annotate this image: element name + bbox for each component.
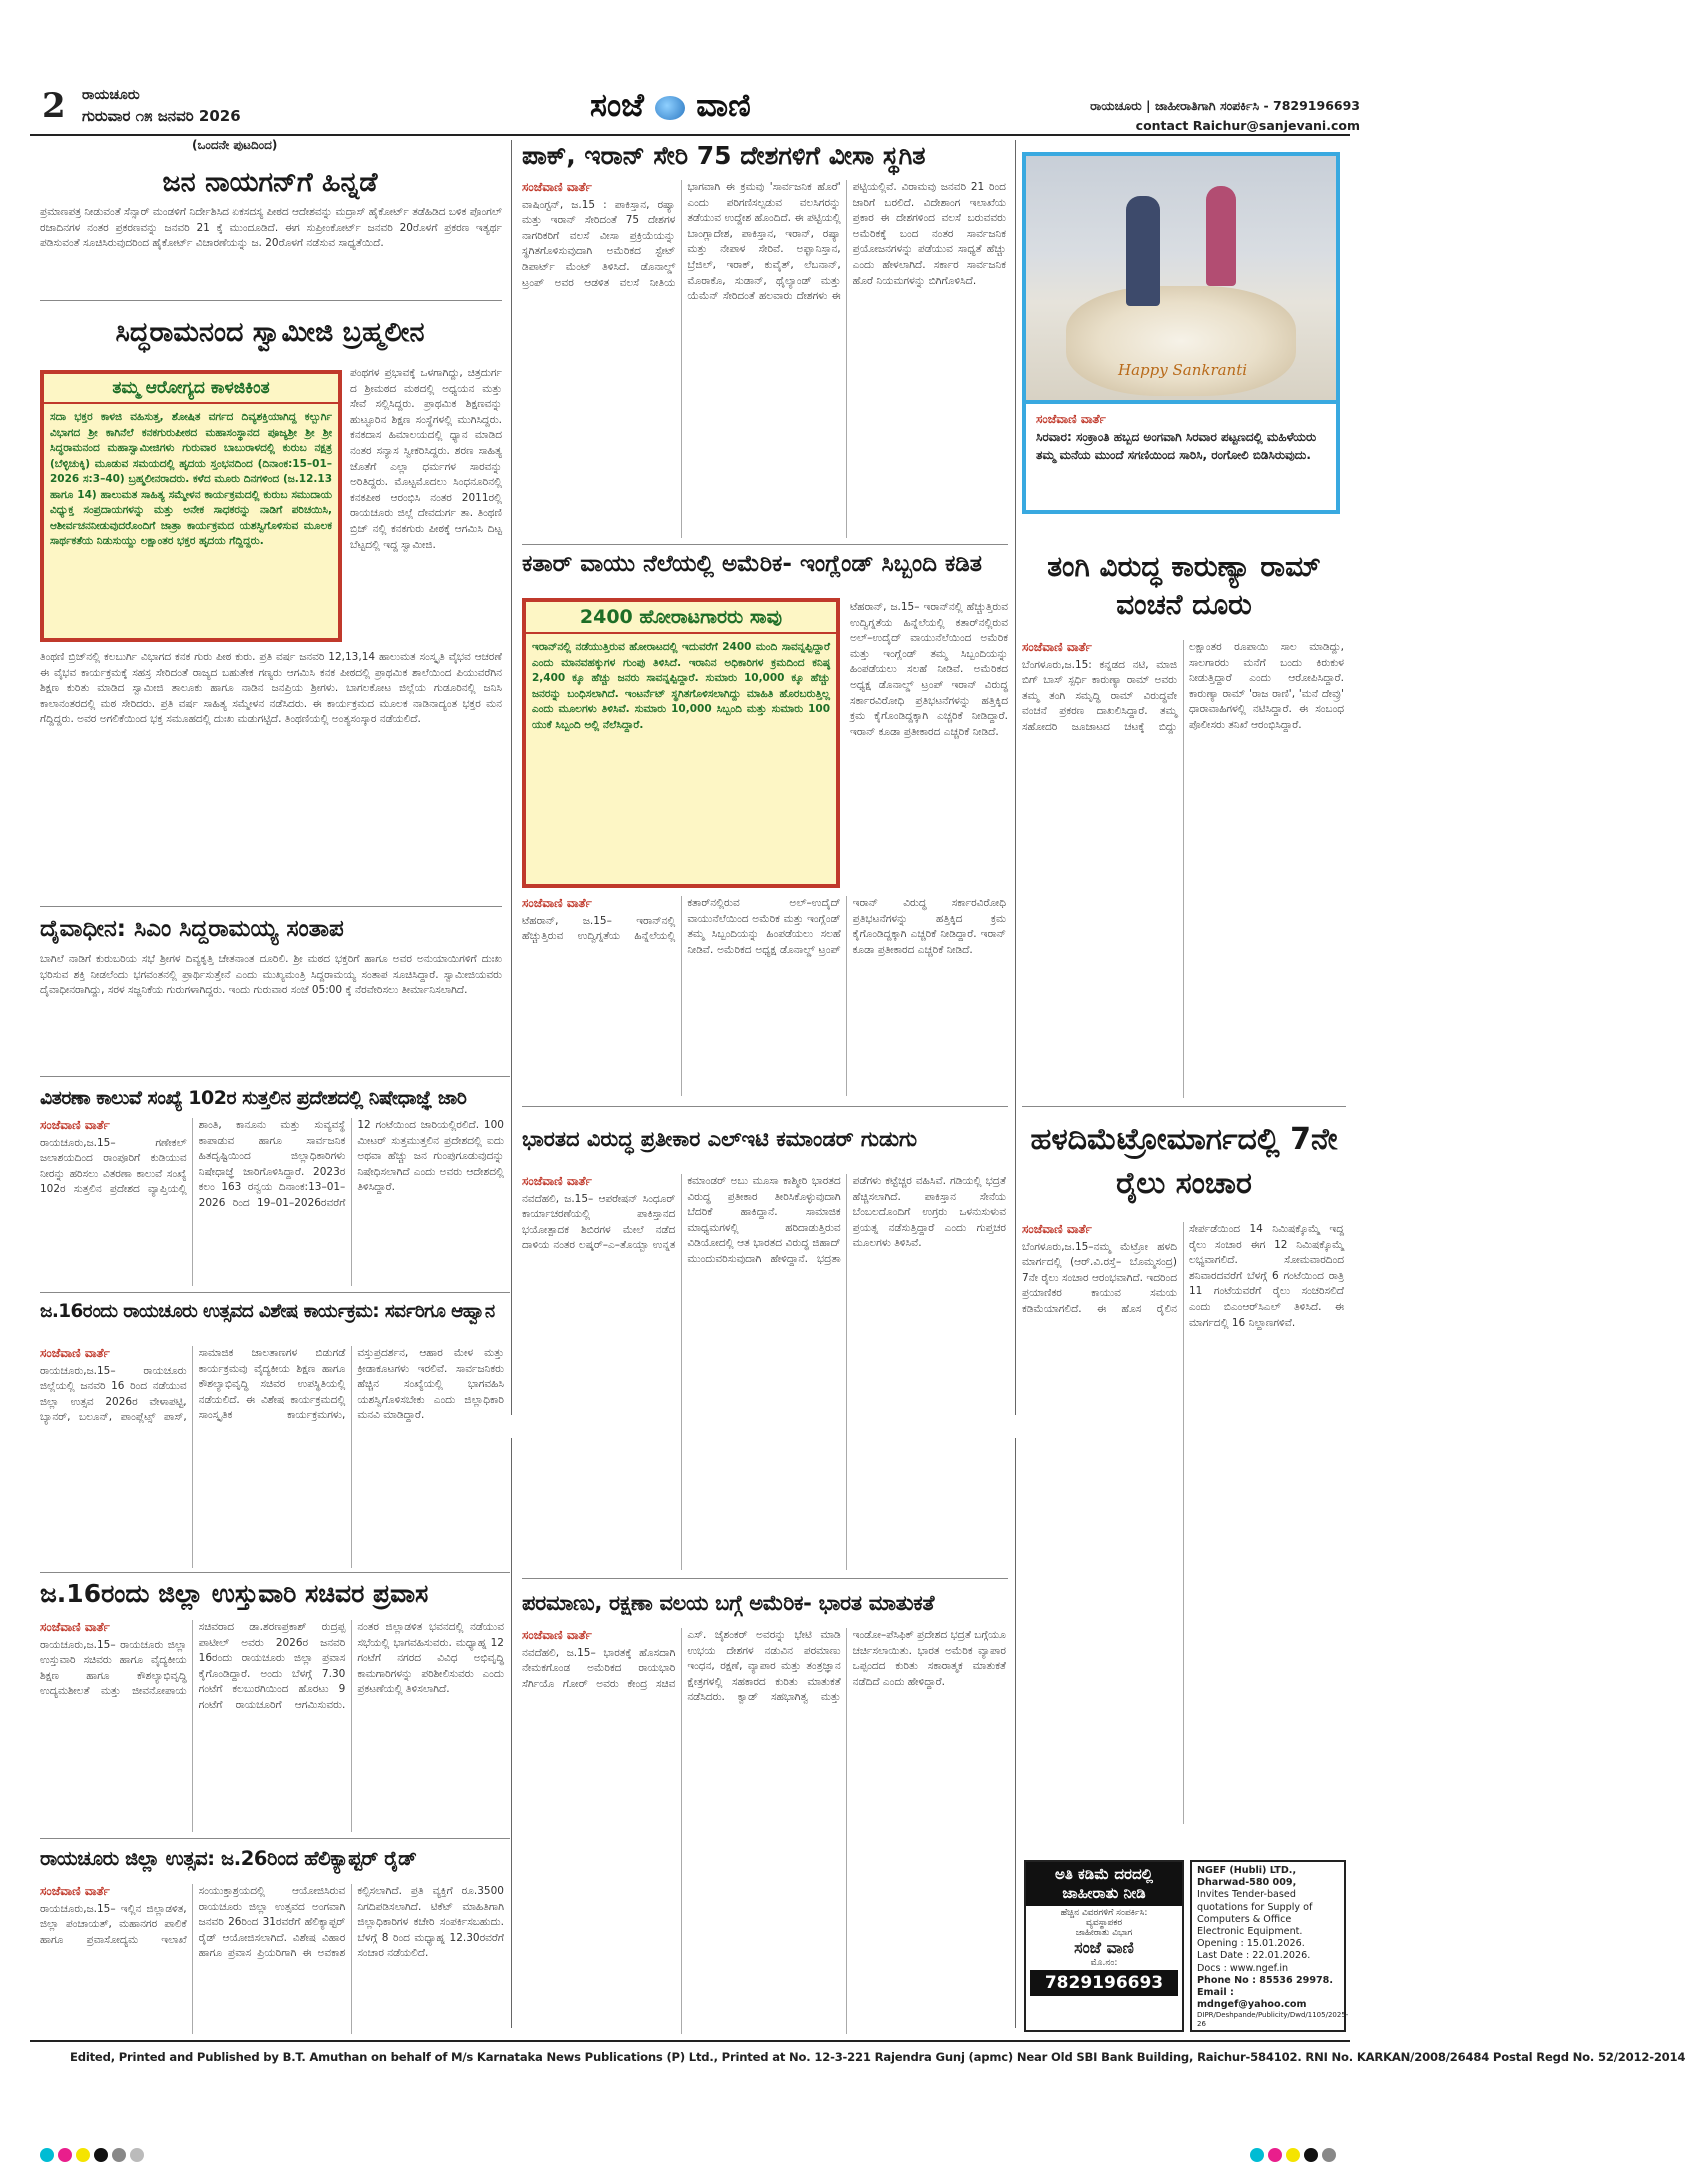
ad-mob-label: ಮೊ.ನಂ:	[1090, 1958, 1118, 1968]
ad-sanjevani	[1024, 1860, 1184, 2032]
byline-let: ಸಂಜೆವಾಣಿ ವಾರ್ತೆ	[522, 1174, 592, 1188]
header-rule	[30, 134, 1350, 136]
headline-utsav: ಜ.16ರಂದು ರಾಯಚೂರು ಉತ್ಸವದ ವಿಶೇಷ ಕಾರ್ಯಕ್ರಮ: ಸರ್ವರಿಗೂ ಆಹ್ವಾನ	[40, 1301, 495, 1322]
article-swamiji: ತಿಂಥಣಿ ಬ್ರಿಜ್‌ನಲ್ಲಿ ಕಲಬುರ್ಗಿ ವಿಭಾಗದ ಕನಕ ಗುರು ಪೀಠ ಕುರು. ಪ್ರತಿ ವರ್ಷ ಜನವರಿ 12,13,14 ಹಾಲುಮತ ಸಂಸ್ಕೃತಿ ವೈಭವ ಆಚರಣೆ ಈ ವೈಭವ ಕಾರ್ಯಕ್ರಮಕ್ಕೆ ಸಹಸ್ರ ಸೇರಿದಂತೆ ರಾಜ್ಯದ ಬಹುತೇಕ ಗಣ್ಯರು ಆಗಮಿಸಿ ಕನಕ ಪೀಠದಲ್ಲಿ ಪ್ರಾಥಮಿಕ ಶಾಲೆಯಿಂದ ಪಿಯುವರೆಗಿನ ಶಿಕ್ಷಣ ಕುರಿತು ಮಾಡಿದ ಸ್ವಾಮೀಜಿ ತಾಲೂಕು ಹಾಗೂ ನಾಡಿನ ಜನಪ್ರಿಯ ಶ್ರೀಗಳು. ಬಾಗಲಕೋಟ ಜಿಲ್ಲೆಯ ಗುಡೂರಿನಲ್ಲಿ ಜನಿಸಿ ಕಾಲಾನಂತರದಲ್ಲಿ ಮಠ ಸೇರಿದರು. ಪ್ರತಿ ವರ್ಷ ಸಾಹಿತ್ಯ ಸಮ್ಮೇಳನ ನಡೆಸಿದರು. ಈ ಕಾರ್ಯಕ್ರಮದ ಮೂಲಕ ನಾಡಿನಾದ್ಯಂತ ಭಕ್ತರ ಮನ ಗೆದ್ದಿದ್ದರು. ಅವರ ಅಗಲಿಕೆಯಿಂದ ಭಕ್ತ ಸಮೂಹದಲ್ಲಿ ದುಃಖ ಮಡುಗಟ್ಟಿದೆ. ತಿಂಥಣಿಯಲ್ಲಿ ಅಂತ್ಯಸಂಸ್ಕಾರ ನಡೆಯಲಿದೆ.	[40, 651, 502, 726]
ad-line1: ಹೆಚ್ಚಿನ ವಿವರಗಳಿಗೆ ಸಂಪರ್ಕಿಸಿ:	[1060, 1908, 1148, 1918]
ad-email: Email : mdngef@yahoo.com	[1197, 1987, 1307, 2011]
photo-caption-tag: ಸಂಜೆವಾಣಿ ವಾರ್ತೆ	[1036, 412, 1106, 426]
headline-jana-nayagan: ಜನ ನಾಯಗನ್‌ಗೆ ಹಿನ್ನಡೆ	[162, 167, 378, 198]
byline-qatar: ಸಂಜೆವಾಣಿ ವಾರ್ತೆ	[522, 896, 592, 910]
article-visa	[522, 180, 1006, 538]
headline-metro: ಹಳದಿಮೆಟ್ರೋಮಾರ್ಗದಲ್ಲಿ 7ನೇ ರೈಲು ಸಂಚಾರ	[1030, 1122, 1338, 1201]
swamiji-side-text: ಪಂಥಗಳ ಪ್ರಭಾವಕ್ಕೆ ಒಳಗಾಗಿದ್ದು, ಚಿತ್ರದುರ್ಗ ದ ಶ್ರೀಮಠದ ಮಠದಲ್ಲಿ ಅಧ್ಯಯನ ಮತ್ತು ಸೇವೆ ಸಲ್ಲಿಸಿದ್ದರು. ಪ್ರಾಥಮಿಕ ಶಿಕ್ಷಣವನ್ನು ಹುಟ್ಟೂರಿನ ಶಿಕ್ಷಣ ಸಂಸ್ಥೆಗಳಲ್ಲಿ ಮುಗಿಸಿದ್ದರು. ಕನಕದಾಸ ಹಿಮಾಲಯದಲ್ಲಿ ಧ್ಯಾನ ಮಾಡಿದ ನಂತರ ಸನ್ಯಾಸ ಸ್ವೀಕರಿಸಿದ್ದರು. ಶರಣ ಸಾಹಿತ್ಯ ಜೊತೆಗೆ ಎಲ್ಲಾ ಧರ್ಮಗಳ ಸಾರವನ್ನು ಅರಿತಿದ್ದರು. ಮೊಟ್ಟಮೊದಲು ಸಿಂಧನೂರಿನಲ್ಲಿ ಕನಕಪೀಠ ಆರಂಭಿಸಿ ನಂತರ 2011ರಲ್ಲಿ ರಾಯಚೂರು ಜಿಲ್ಲೆ ದೇವದುರ್ಗ ತಾ. ತಿಂಥಣಿ ಬ್ರಿಜ್ ನಲ್ಲಿ ಕನಕಗುರು ಪೀಠಕ್ಕೆ ಆಗಮಿಸಿ ದಿಟ್ಟ ಬೆಟ್ಟದಲ್ಲಿ ಇದ್ದ ಸ್ವಾಮೀಜಿ.	[350, 367, 502, 551]
byline-minister: ಸಂಜೆವಾಣಿ ವಾರ್ತೆ	[40, 1620, 110, 1634]
headline-let-commander: ಭಾರತದ ವಿರುದ್ಧ ಪ್ರತೀಕಾರ ಎಲ್‌ಇಟಿ ಕಮಾಂಡರ್ ಗುಡುಗು	[522, 1127, 918, 1151]
article-metro	[1022, 1222, 1344, 1824]
photo-caption-text: ಸಿರವಾರ: ಸಂಕ್ರಾಂತಿ ಹಬ್ಬದ ಅಂಗವಾಗಿ ಸಿರವಾರ ಪಟ್ಟಣದಲ್ಲಿ ಮಹಿಳೆಯರು ತಮ್ಮ ಮನೆಯ ಮುಂದೆ ಸಗಣಿಯಿಂದ ಸಾರಿಸಿ, ರಂಗೋಲಿ ಬಿಡಿಸಿರುವುದು.	[1036, 430, 1317, 462]
article-prohibition	[40, 1118, 504, 1286]
headline-nuclear-talks: ಪರಮಾಣು, ರಕ್ಷಣಾ ವಲಯ ಬಗ್ಗೆ ಅಮೆರಿಕ- ಭಾರತ ಮಾತುಕತೆ	[522, 1591, 935, 1615]
headline-cm-condolence: ದೈವಾಧೀನ: ಸಿಎಂ ಸಿದ್ದರಾಮಯ್ಯ ಸಂತಾಪ	[40, 916, 344, 942]
ad-line3: ಜಾಹೀರಾತು ವಿಭಾಗ	[1075, 1928, 1133, 1938]
ad-phone: 7829196693	[1030, 1970, 1178, 1996]
article-minister-visit	[40, 1620, 504, 1832]
ad-line2: ವ್ಯವಸ್ಥಾಪಕರ	[1085, 1918, 1123, 1928]
article-visa-text: ವಾಷಿಂಗ್ಟನ್, ಜ.15 : ಪಾಕಿಸ್ತಾನ, ರಷ್ಯಾ ಮತ್ತು ಇರಾನ್ ಸೇರಿದಂತೆ 75 ದೇಶಗಳ ನಾಗರಿಕರಿಗೆ ವಲಸೆ ವೀಸಾ ಪ್ರಕ್ರಿಯೆಯನ್ನು ಸ್ಥಗಿತಗೊಳಿಸುವುದಾಗಿ ಅಮೆರಿಕದ ಸ್ಟೇಟ್ ಡಿಪಾರ್ಟ್ ಮೆಂಟ್ ತಿಳಿಸಿದೆ. ಡೊನಾಲ್ಡ್ ಟ್ರಂಪ್ ಅವರ ಆಡಳಿತ ವಲಸೆ ನೀತಿಯ ಭಾಗವಾಗಿ ಈ ಕ್ರಮವು 'ಸಾರ್ವಜನಿಕ ಹೊರೆ' ಎಂದು ಪರಿಗಣಿಸಲ್ಪಡುವ ವಲಸಿಗರನ್ನು ತಡೆಯುವ ಉದ್ದೇಶ ಹೊಂದಿದೆ. ಈ ಪಟ್ಟಿಯಲ್ಲಿ ಬಾಂಗ್ಲಾದೇಶ, ಪಾಕಿಸ್ತಾನ, ಇರಾನ್, ರಷ್ಯಾ ಮತ್ತು ನೇಪಾಳ ಸೇರಿವೆ. ಅಫ್ಘಾನಿಸ್ತಾನ, ಬ್ರೆಜಿಲ್, ಇರಾಕ್, ಕುವೈತ್, ಲೆಬನಾನ್, ಮೊರಾಕೊ, ಸುಡಾನ್, ಥೈಲ್ಯಾಂಡ್ ಮತ್ತು ಯೆಮೆನ್ ಸೇರಿದಂತೆ ಹಲವಾರು ದೇಶಗಳು ಈ ಪಟ್ಟಿಯಲ್ಲಿವೆ. ವಿರಾಮವು ಜನವರಿ 21 ರಿಂದ ಜಾರಿಗೆ ಬರಲಿದೆ. ವಿದೇಶಾಂಗ ಇಲಾಖೆಯ ಪ್ರಕಾರ ಈ ದೇಶಗಳಿಂದ ವಲಸೆ ಬರುವವರು ಅಮೆರಿಕಕ್ಕೆ ಬಂದ ನಂತರ ಸಾರ್ವಜನಿಕ ಪ್ರಯೋಜನಗಳನ್ನು ಪಡೆಯುವ ಸಾಧ್ಯತೆ ಹೆಚ್ಚು ಎಂದು ಹೇಳಲಾಗಿದೆ. ಸರ್ಕಾರ ಸಾರ್ವಜನಿಕ ಹೊರೆ ನಿಯಮಗಳನ್ನು ಬಿಗಿಗೊಳಿಸಿದೆ.	[522, 181, 1006, 303]
article-helicopter	[40, 1884, 504, 2034]
swamiji-highlight-box	[40, 370, 342, 642]
ad-opening: Opening : 15.01.2026.	[1197, 1938, 1305, 1950]
footer-rule	[30, 2040, 1350, 2042]
footer-imprint: Edited, Printed and Published by B.T. Amuthan on behalf of M/s Karnataka News Publications (P) Ltd., Printed at No. 12-3-221 Rajendra Gunj (apmc) Near Old SBI Bank Building, Raichur-584102. RNI No. KARKAN/2008/26484 Postal Regd No. 52/2012-2014	[70, 2050, 1685, 2064]
header-date: ಗುರುವಾರ ೧೫ ಜನವರಿ 2026	[82, 107, 241, 125]
ad-logo: ಸಂಜೆ ವಾಣಿ	[1074, 1938, 1134, 1957]
byline-utsav: ಸಂಜೆವಾಣಿ ವಾರ್ತೆ	[40, 1346, 110, 1360]
article-cm-condolence: ಬಾಗಿಲೆ ನಾಡಿಗೆ ಕುರುಬರಿಯ ಸಭೆ ಶ್ರೀಗಳ ದಿವ್ಯಕೃತ್ತಿ ಚೇತನಾಂತ ದೂರಿಲಿ. ಶ್ರೀ ಮಠದ ಭಕ್ತರಿಗೆ ಹಾಗೂ ಅವರ ಅನುಯಾಯಿಗಳಿಗೆ ದುಃಖ ಭರಿಸುವ ಶಕ್ತಿ ನೀಡಲೆಂದು ಭಗವಂತನಲ್ಲಿ ಪ್ರಾರ್ಥಿಸುತ್ತೇನೆ ಎಂದು ಮುಖ್ಯಮಂತ್ರಿ ಸಿದ್ದರಾಮಯ್ಯ ಸಂತಾಪ ಸೂಚಿಸಿದ್ದಾರೆ. ಸ್ವಾಮೀಜಿಯವರು ದೈವಾಧೀನರಾಗಿದ್ದು, ಸರಳ ಸಜ್ಜನಿಕೆಯ ಗುರುಗಳಾಗಿದ್ದರು. ಇಂದು ಗುರುವಾರ ಸಂಜೆ 05:00 ಕ್ಕೆ ನೆರವೇರಿಸಲು ತೀರ್ಮಾನಿಸಲಾಗಿದೆ.	[40, 953, 502, 997]
ad-last: Last Date : 22.01.2026.	[1197, 1950, 1311, 1962]
photo-caption	[1022, 404, 1340, 514]
article-qatar	[522, 896, 1006, 1096]
page-number: 2	[42, 86, 66, 126]
box-title: ತಮ್ಮ ಆರೋಗ್ಯದ ಕಾಳಜಿಕಿಂತ	[44, 374, 338, 404]
box-text: ಸದಾ ಭಕ್ತರ ಕಾಳಜಿ ವಹಿಸುತ್ತ, ಶೋಷಿತ ವರ್ಗದ ದಿವ್ಯಶಕ್ತಿಯಾಗಿದ್ದ ಕಲ್ಬುರ್ಗಿ ವಿಭಾಗದ ಶ್ರೀ ಕಾಗಿನೆಲೆ ಕನಕಗುರುಪೀಠದ ಮಹಾಸಂಸ್ಥಾನದ ಪೂಜ್ಯಶ್ರೀ ಶ್ರೀ ಶ್ರೀ ಸಿದ್ಧರಾಮನಂದ ಮಹಾಸ್ವಾಮೀಜಿಗಳು ಗುರುವಾರ ಬಾಬುರಾಳದಲ್ಲಿ ಕುರುಬ ನಕ್ಷತ್ರ (ಬೆಳ್ಳಿಚುಕ್ಕಿ) ಮೂಡುವ ಸಮಯದಲ್ಲಿ ಹೃದಯ ಸ್ತಂಭನದಿಂದ (ದಿನಾಂಕ:15–01–2026 ಸ:3–40) ಬ್ರಹ್ಮಲೀನರಾದರು. ಕಳೆದ ಮೂರು ದಿನಗಳಿಂದ (ಜ.12.13 ಹಾಗೂ 14) ಹಾಲುಮತ ಸಾಹಿತ್ಯ ಸಮ್ಮೇಳನ ಕಾರ್ಯಕ್ರಮದಲ್ಲಿ ಕುರುಬ ಸಮುದಾಯ ವಿಧ್ಯುಕ್ತ ಸಂಪ್ರದಾಯಗಳನ್ನು ಮತ್ತು ಅನೇಕ ಸಾಧಕರನ್ನು ನಾಡಿಗೆ ಪರಿಚಯಿಸಿ, ಆಶೀರ್ವಚನನೀಡುವುದರೊಂದಿಗೆ ಜಾತ್ರಾ ಕಾರ್ಯಕ್ರಮದ ಯಶಸ್ವಿಗೊಳಿಸುವ ಮೂಲಕ ಸಾರ್ಥಕತೆಯ ನಿಡುಸುಯ್ದು ಲಕ್ಷಾಂತರ ಭಕ್ತರ ಹೃದಯ ಗೆದ್ದಿದ್ದರು.	[50, 411, 332, 547]
person-figure-2	[1206, 186, 1236, 286]
header-city: ರಾಯಚೂರು	[82, 87, 140, 103]
iran-death-box	[522, 598, 840, 888]
byline-helicopter: ಸಂಜೆವಾಣಿ ವಾರ್ತೆ	[40, 1884, 110, 1898]
masthead	[590, 86, 751, 125]
article-utsav-text: ರಾಯಚೂರು,ಜ.15– ರಾಯಚೂರು ಜಿಲ್ಲೆಯಲ್ಲಿ ಜನವರಿ 16 ರಿಂದ ನಡೆಯುವ ಜಿಲ್ಲಾ ಉತ್ಸವ 2026ರ ವೇಳಾಪಟ್ಟಿ, ಬ್ಯಾನರ್, ಬಲೂನ್, ಪಾಂಪ್ಲೆಟ್ಸ್ ಪಾಸ್, ಸಾಮಾಜಿಕ ಜಾಲತಾಣಗಳ ಬಿಡುಗಡೆ ಕಾರ್ಯಕ್ರಮವು ವೈದ್ಯಕೀಯ ಶಿಕ್ಷಣ ಹಾಗೂ ಕೌಶಲ್ಯಾಭಿವೃದ್ಧಿ ಸಚಿವರ ಉಪಸ್ಥಿತಿಯಲ್ಲಿ ನಡೆಯಲಿದೆ. ಈ ವಿಶೇಷ ಕಾರ್ಯಕ್ರಮದಲ್ಲಿ ಸಾಂಸ್ಕೃತಿಕ ಕಾರ್ಯಕ್ರಮಗಳು, ವಸ್ತುಪ್ರದರ್ಶನ, ಆಹಾರ ಮೇಳ ಮತ್ತು ಕ್ರೀಡಾಕೂಟಗಳು ಇರಲಿವೆ. ಸಾರ್ವಜನಿಕರು ಹೆಚ್ಚಿನ ಸಂಖ್ಯೆಯಲ್ಲಿ ಭಾಗವಹಿಸಿ ಯಶಸ್ವಿಗೊಳಿಸಬೇಕು ಎಂದು ಜಿಲ್ಲಾಧಿಕಾರಿ ಮನವಿ ಮಾಡಿದ್ದಾರೆ.	[40, 1347, 504, 1424]
qatar-side-text: ಟೆಹರಾನ್, ಜ.15– ಇರಾನ್‌ನಲ್ಲಿ ಹೆಚ್ಚುತ್ತಿರುವ ಉದ್ವಿಗ್ನತೆಯ ಹಿನ್ನೆಲೆಯಲ್ಲಿ ಕತಾರ್‌ನಲ್ಲಿರುವ ಅಲ್–ಉದೈದ್ ವಾಯುನೆಲೆಯಿಂದ ಅಮೆರಿಕ ಮತ್ತು ಇಂಗ್ಲೆಂಡ್ ತಮ್ಮ ಸಿಬ್ಬಂದಿಯನ್ನು ಹಿಂಪಡೆಯಲು ಸಲಹೆ ನೀಡಿವೆ. ಅಮೆರಿಕದ ಅಧ್ಯಕ್ಷ ಡೊನಾಲ್ಡ್ ಟ್ರಂಪ್ ಇರಾನ್ ವಿರುದ್ಧ ಸರ್ಕಾರವಿರೋಧಿ ಪ್ರತಿಭಟನೆಗಳನ್ನು ಹತ್ತಿಕ್ಕಿದ ಕ್ರಮ ಕೈಗೊಂಡಿದ್ದಕ್ಕಾಗಿ ಎಚ್ಚರಿಕೆ ನೀಡಿದ್ದಾರೆ. ಇರಾನ್ ಕೂಡಾ ಪ್ರತೀಕಾರದ ಎಚ್ಚರಿಕೆ ನೀಡಿದೆ.	[850, 601, 1008, 738]
ad-dipr: DIPR/Deshpande/Publicity/Dwd/1105/2025-26	[1197, 2011, 1349, 2029]
ad-phone-ngef: Phone No : 85536 29978.	[1197, 1974, 1334, 1986]
box-text-deaths: ಇರಾನ್‌ನಲ್ಲಿ ನಡೆಯುತ್ತಿರುವ ಹೋರಾಟದಲ್ಲಿ ಇದುವರೆಗೆ 2400 ಮಂದಿ ಸಾವನ್ನಪ್ಪಿದ್ದಾರೆ ಎಂದು ಮಾನವಹಕ್ಕುಗಳ ಗುಂಪು ತಿಳಿಸಿದೆ. ಇರಾನಿನ ಅಧಿಕಾರಿಗಳ ಕ್ರಮದಿಂದ ಕನಿಷ್ಠ 2,400 ಕ್ಕೂ ಹೆಚ್ಚು ಜನರು ಸಾವನ್ನಪ್ಪಿದ್ದಾರೆ. ಸುಮಾರು 10,000 ಕ್ಕೂ ಹೆಚ್ಚು ಜನರನ್ನು ಬಂಧಿಸಲಾಗಿದೆ. ಇಂಟರ್ನೆಟ್ ಸ್ಥಗಿತಗೊಳಿಸಲಾಗಿದ್ದು ಮಾಹಿತಿ ಹೊರಬರುತ್ತಿಲ್ಲ ಎಂದು ಮೂಲಗಳು ತಿಳಿಸಿವೆ. ಸುಮಾರು 10,000 ಸಿಬ್ಬಂದಿ ಮತ್ತು ಸುಮಾರು 100 ಯುಕೆ ಸಿಬ್ಬಂದಿ ಅಲ್ಲಿ ನೆಲೆಸಿದ್ದಾರೆ.	[532, 641, 830, 731]
headline-swamiji: ಸಿದ್ಧರಾಮನಂದ ಸ್ವಾಮೀಜಿ ಬ್ರಹ್ಮಲೀನ	[115, 317, 425, 348]
headline-karunya: ತಂಗಿ ವಿರುದ್ಧ ಕಾರುಣ್ಯಾ ರಾಮ್ ವಂಚನೆ ದೂರು	[1047, 550, 1321, 621]
headline-minister-visit: ಜ.16ರಂದು ಜಿಲ್ಲಾ ಉಸ್ತುವಾರಿ ಸಚಿವರ ಪ್ರವಾಸ	[40, 1579, 429, 1608]
rangoli-text: Happy Sankranti	[1118, 361, 1248, 379]
article-qatar-text: ಟೆಹರಾನ್, ಜ.15– ಇರಾನ್‌ನಲ್ಲಿ ಹೆಚ್ಚುತ್ತಿರುವ ಉದ್ವಿಗ್ನತೆಯ ಹಿನ್ನೆಲೆಯಲ್ಲಿ ಕತಾರ್‌ನಲ್ಲಿರುವ ಅಲ್–ಉದೈದ್ ವಾಯುನೆಲೆಯಿಂದ ಅಮೆರಿಕ ಮತ್ತು ಇಂಗ್ಲೆಂಡ್ ತಮ್ಮ ಸಿಬ್ಬಂದಿಯನ್ನು ಹಿಂಪಡೆಯಲು ಸಲಹೆ ನೀಡಿವೆ. ಅಮೆರಿಕದ ಅಧ್ಯಕ್ಷ ಡೊನಾಲ್ಡ್ ಟ್ರಂಪ್ ಇರಾನ್ ವಿರುದ್ಧ ಸರ್ಕಾರವಿರೋಧಿ ಪ್ರತಿಭಟನೆಗಳನ್ನು ಹತ್ತಿಕ್ಕಿದ ಕ್ರಮ ಕೈಗೊಂಡಿದ್ದಕ್ಕಾಗಿ ಎಚ್ಚರಿಕೆ ನೀಡಿದ್ದಾರೆ. ಇರಾನ್ ಕೂಡಾ ಪ್ರತೀಕಾರದ ಎಚ್ಚರಿಕೆ ನೀಡಿದೆ.	[522, 897, 1006, 956]
article-nuclear-text: ನವದೆಹಲಿ, ಜ.15– ಭಾರತಕ್ಕೆ ಹೊಸದಾಗಿ ನೇಮಕಗೊಂಡ ಅಮೆರಿಕದ ರಾಯಭಾರಿ ಸೆರ್ಗಿಯೊ ಗೋರ್ ಅವರು ಕೇಂದ್ರ ಸಚಿವ ಎಸ್. ಜೈಶಂಕರ್ ಅವರನ್ನು ಭೇಟಿ ಮಾಡಿ ಉಭಯ ದೇಶಗಳ ನಡುವಿನ ಪರಮಾಣು ಇಂಧನ, ರಕ್ಷಣೆ, ವ್ಯಾಪಾರ ಮತ್ತು ತಂತ್ರಜ್ಞಾನ ಕ್ಷೇತ್ರಗಳಲ್ಲಿ ಸಹಕಾರದ ಕುರಿತು ಮಾತುಕತೆ ನಡೆಸಿದರು. ಕ್ವಾಡ್ ಸಹಭಾಗಿತ್ವ ಮತ್ತು ಇಂಡೋ–ಪೆಸಿಫಿಕ್ ಪ್ರದೇಶದ ಭದ್ರತೆ ಬಗ್ಗೆಯೂ ಚರ್ಚಿಸಲಾಯಿತು. ಭಾರತ ಅಮೆರಿಕ ವ್ಯಾಪಾರ ಒಪ್ಪಂದದ ಕುರಿತು ಸಕಾರಾತ್ಮಕ ಮಾತುಕತೆ ನಡೆದಿದೆ ಎಂದು ಹೇಳಿದ್ದಾರೆ.	[522, 1629, 1006, 1704]
ad-title: ಅತಿ ಕಡಿಮೆ ದರದಲ್ಲಿ ಜಾಹೀರಾತು ನೀಡಿ	[1026, 1862, 1182, 1906]
byline: ಸಂಜೆವಾಣಿ ವಾರ್ತೆ	[522, 180, 592, 194]
article-utsav	[40, 1346, 504, 1568]
headline-visa: ಪಾಕ್, ಇರಾನ್ ಸೇರಿ 75 ದೇಶಗಳಿಗೆ ವೀಸಾ ಸ್ಥಗಿತ	[522, 141, 926, 170]
ad-org: NGEF (Hubli) LTD.,	[1197, 1865, 1297, 1876]
article-let-text: ನವದೆಹಲಿ, ಜ.15– ಆಪರೇಷನ್ ಸಿಂಧೂರ್ ಕಾರ್ಯಾಚರಣೆಯಲ್ಲಿ ಪಾಕಿಸ್ತಾನದ ಭಯೋತ್ಪಾದಕ ಶಿಬಿರಗಳ ಮೇಲೆ ನಡೆದ ದಾಳಿಯ ನಂತರ ಲಷ್ಕರ್–ಎ–ತೊಯ್ಬಾ ಉನ್ನತ ಕಮಾಂಡರ್ ಅಬು ಮೂಸಾ ಕಾಶ್ಮೀರಿ ಭಾರತದ ವಿರುದ್ಧ ಪ್ರತೀಕಾರ ತೀರಿಸಿಕೊಳ್ಳುವುದಾಗಿ ಬೆದರಿಕೆ ಹಾಕಿದ್ದಾನೆ. ಸಾಮಾಜಿಕ ಮಾಧ್ಯಮಗಳಲ್ಲಿ ಹರಿದಾಡುತ್ತಿರುವ ವಿಡಿಯೋದಲ್ಲಿ ಆತ ಭಾರತದ ವಿರುದ್ಧ ಜಿಹಾದ್ ಮುಂದುವರಿಸುವುದಾಗಿ ಹೇಳಿದ್ದಾನೆ. ಭದ್ರತಾ ಪಡೆಗಳು ಕಟ್ಟೆಚ್ಚರ ವಹಿಸಿವೆ. ಗಡಿಯಲ್ಲಿ ಭದ್ರತೆ ಹೆಚ್ಚಿಸಲಾಗಿದೆ. ಪಾಕಿಸ್ತಾನ ಸೇನೆಯ ಬೆಂಬಲದೊಂದಿಗೆ ಉಗ್ರರು ಒಳನುಸುಳುವ ಪ್ರಯತ್ನ ನಡೆಸುತ್ತಿದ್ದಾರೆ ಎಂದು ಗುಪ್ತಚರ ಮೂಲಗಳು ತಿಳಿಸಿವೆ.	[522, 1175, 1006, 1265]
headline-qatar: ಕತಾರ್ ವಾಯು ನೆಲೆಯಲ್ಲಿ ಅಮೆರಿಕ- ಇಂಗ್ಲೆಂಡ್ ಸಿಬ್ಬಂದಿ ಕಡಿತ	[522, 551, 982, 577]
article-minister-text: ರಾಯಚೂರು,ಜ.15– ರಾಯಚೂರು ಜಿಲ್ಲಾ ಉಸ್ತುವಾರಿ ಸಚಿವರು ಹಾಗೂ ವೈದ್ಯಕೀಯ ಶಿಕ್ಷಣ ಹಾಗೂ ಕೌಶಲ್ಯಾಭಿವೃದ್ಧಿ ಉದ್ಯಮಶೀಲತೆ ಮತ್ತು ಜೀವನೋಪಾಯ ಸಚಿವರಾದ ಡಾ.ಶರಣಪ್ರಕಾಶ್ ರುದ್ರಪ್ಪ ಪಾಟೀಲ್ ಅವರು 2026ರ ಜನವರಿ 16ರಂದು ರಾಯಚೂರು ಜಿಲ್ಲಾ ಪ್ರವಾಸ ಕೈಗೊಂಡಿದ್ದಾರೆ. ಅಂದು ಬೆಳಗ್ಗೆ 7.30 ಗಂಟೆಗೆ ಕಲಬುರಗಿಯಿಂದ ಹೊರಟು 9 ಗಂಟೆಗೆ ರಾಯಚೂರಿಗೆ ಆಗಮಿಸುವರು. ನಂತರ ಜಿಲ್ಲಾಡಳಿತ ಭವನದಲ್ಲಿ ನಡೆಯುವ ಸಭೆಯಲ್ಲಿ ಭಾಗವಹಿಸುವರು. ಮಧ್ಯಾಹ್ನ 12 ಗಂಟೆಗೆ ನಗರದ ವಿವಿಧ ಅಭಿವೃದ್ಧಿ ಕಾಮಗಾರಿಗಳನ್ನು ಪರಿಶೀಲಿಸುವರು ಎಂದು ಪ್ರಕಟಣೆಯಲ್ಲಿ ತಿಳಿಸಲಾಗಿದೆ.	[40, 1621, 504, 1711]
article-nuclear-talks	[522, 1628, 1006, 2034]
article-metro-text: ಬೆಂಗಳೂರು,ಜ.15–ನಮ್ಮ ಮೆಟ್ರೋ ಹಳದಿ ಮಾರ್ಗದಲ್ಲಿ (ಆರ್.ವಿ.ರಸ್ತೆ– ಬೊಮ್ಮಸಂದ್ರ) 7ನೇ ರೈಲು ಸಂಚಾರ ಆರಂಭವಾಗಿದೆ. ಇದರಿಂದ ಪ್ರಯಾಣಿಕರ ಕಾಯುವ ಸಮಯ ಕಡಿಮೆಯಾಗಲಿದೆ. ಈ ಹೊಸ ರೈಲಿನ ಸೇರ್ಪಡೆಯಿಂದ 14 ನಿಮಿಷಕ್ಕೊಮ್ಮೆ ಇದ್ದ ರೈಲು ಸಂಚಾರ ಈಗ 12 ನಿಮಿಷಕ್ಕೊಮ್ಮೆ ಲಭ್ಯವಾಗಲಿದೆ. ಸೋಮವಾರದಿಂದ ಶನಿವಾರದವರೆಗೆ ಬೆಳಗ್ಗೆ 6 ಗಂಟೆಯಿಂದ ರಾತ್ರಿ 11 ಗಂಟೆಯವರೆಗೆ ರೈಲು ಸಂಚರಿಸಲಿದೆ ಎಂದು ಬಿಎಂಆರ್‌ಸಿಎಲ್ ತಿಳಿಸಿದೆ. ಈ ಮಾರ್ಗದಲ್ಲಿ 16 ನಿಲ್ದಾಣಗಳಿವೆ.	[1022, 1223, 1344, 1329]
ad-addr: Dharwad-580 009,	[1197, 1877, 1297, 1889]
byline-metro: ಸಂಜೆವಾಣಿ ವಾರ್ತೆ	[1022, 1222, 1092, 1236]
rangoli-pattern	[1066, 286, 1296, 396]
headline-helicopter: ರಾಯಚೂರು ಜಿಲ್ಲಾ ಉತ್ಸವ: ಜ.26ರಿಂದ ಹೆಲಿಕ್ಯಾಪ್ಟರ್ ರೈಡ್	[40, 1847, 417, 1870]
article-karunya-text: ಬೆಂಗಳೂರು,ಜ.15: ಕನ್ನಡದ ನಟಿ, ಮಾಜಿ ಬಿಗ್ ಬಾಸ್ ಸ್ಪರ್ಧಿ ಕಾರುಣ್ಯಾ ರಾಮ್ ಅವರು ತಮ್ಮ ತಂಗಿ ಸಮೃದ್ಧಿ ರಾಮ್ ವಿರುದ್ಧವೇ ವಂಚನೆ ಪ್ರಕರಣ ದಾಖಲಿಸಿದ್ದಾರೆ. ತಮ್ಮ ಸಹೋದರಿ ಜೂಜಾಟದ ಚಟಕ್ಕೆ ಬಿದ್ದು ಲಕ್ಷಾಂತರ ರೂಪಾಯಿ ಸಾಲ ಮಾಡಿದ್ದು, ಸಾಲಗಾರರು ಮನೆಗೆ ಬಂದು ಕಿರುಕುಳ ನೀಡುತ್ತಿದ್ದಾರೆ ಎಂದು ಆರೋಪಿಸಿದ್ದಾರೆ. ಕಾರುಣ್ಯಾ ರಾಮ್ 'ರಾಜ ರಾಣಿ', 'ಮನೆ ದೇವ್ರು' ಧಾರಾವಾಹಿಗಳಲ್ಲಿ ನಟಿಸಿದ್ದಾರೆ. ಈ ಸಂಬಂಧ ಪೊಲೀಸರು ತನಿಖೆ ಆರಂಭಿಸಿದ್ದಾರೆ.	[1022, 641, 1344, 733]
article-helicopter-text: ರಾಯಚೂರು,ಜ.15– ಇಲ್ಲಿನ ಜಿಲ್ಲಾಡಳಿತ, ಜಿಲ್ಲಾ ಪಂಚಾಯತ್, ಮಹಾನಗರ ಪಾಲಿಕೆ ಹಾಗೂ ಪ್ರವಾಸೋದ್ಯಮ ಇಲಾಖೆ ಸಂಯುಕ್ತಾಶ್ರಯದಲ್ಲಿ ಆಯೋಜಿಸಿರುವ ರಾಯಚೂರು ಜಿಲ್ಲಾ ಉತ್ಸವದ ಅಂಗವಾಗಿ ಜನವರಿ 26ರಿಂದ 31ರವರೆಗೆ ಹೆಲಿಕ್ಯಾಪ್ಟರ್ ರೈಡ್ ಆಯೋಜಿಸಲಾಗಿದೆ. ವಿಶೇಷ ವಿಹಾರ ಹಾಗೂ ಪ್ರವಾಸ ಪ್ರಿಯರಿಗಾಗಿ ಈ ಅವಕಾಶ ಕಲ್ಪಿಸಲಾಗಿದೆ. ಪ್ರತಿ ವ್ಯಕ್ತಿಗೆ ರೂ.3500 ನಿಗದಿಪಡಿಸಲಾಗಿದೆ. ಟಿಕೆಟ್ ಮಾಹಿತಿಗಾಗಿ ಜಿಲ್ಲಾಧಿಕಾರಿಗಳ ಕಚೇರಿ ಸಂಪರ್ಕಿಸಬಹುದು. ಬೆಳಗ್ಗೆ 8 ರಿಂದ ಮಧ್ಯಾಹ್ನ 12.30ರವರೆಗೆ ಸಂಚಾರ ನಡೆಯಲಿದೆ.	[40, 1885, 504, 1960]
rangoli-photo	[1022, 152, 1340, 404]
continued-label: (ಒಂದನೇ ಪುಟದಿಂದ)	[192, 138, 278, 152]
byline-karunya: ಸಂಜೆವಾಣಿ ವಾರ್ತೆ	[1022, 640, 1092, 654]
article-prohibition-text: ರಾಯಚೂರು,ಜ.15– ಗಣೇಕಲ್ ಜಲಾಶಯದಿಂದ ರಾಂಪೂರಿಗೆ ಕುಡಿಯುವ ನೀರನ್ನು ಹರಿಸಲು ವಿತರಣಾ ಕಾಲುವೆ ಸಂಖ್ಯೆ 102ರ ಸುತ್ತಲಿನ ಪ್ರದೇಶದ ವ್ಯಾಪ್ತಿಯಲ್ಲಿ ಶಾಂತಿ, ಕಾನೂನು ಮತ್ತು ಸುವ್ಯವಸ್ಥೆ ಕಾಪಾಡುವ ಹಾಗೂ ಸಾರ್ವಜನಿಕ ಹಿತದೃಷ್ಟಿಯಿಂದ ಜಿಲ್ಲಾಧಿಕಾರಿಗಳು ನಿಷೇಧಾಜ್ಞೆ ಜಾರಿಗೊಳಿಸಿದ್ದಾರೆ. 2023ರ ಕಲಂ 163 ರನ್ವಯ ದಿನಾಂಕ:13–01–2026 ರಿಂದ 19–01–2026ರವರೆಗೆ 12 ಗಂಟೆಯಿಂದ ಜಾರಿಯಲ್ಲಿರಲಿದೆ. 100 ಮೀಟರ್ ಸುತ್ತಮುತ್ತಲಿನ ಪ್ರದೇಶದಲ್ಲಿ ಐದು ಅಥವಾ ಹೆಚ್ಚು ಜನ ಗುಂಪುಗೂಡುವುದನ್ನು ನಿಷೇಧಿಸಲಾಗಿದೆ ಎಂದು ಅವರು ಆದೇಶದಲ್ಲಿ ತಿಳಿಸಿದ್ದಾರೆ.	[40, 1119, 504, 1209]
byline-nuclear: ಸಂಜೆವಾಣಿ ವಾರ್ತೆ	[522, 1628, 592, 1642]
ad-ngef-tender	[1190, 1860, 1349, 2032]
headline-prohibition: ವಿತರಣಾ ಕಾಲುವೆ ಸಂಖ್ಯೆ 102ರ ಸುತ್ತಲಿನ ಪ್ರದೇಶದಲ್ಲಿ ನಿಷೇಧಾಜ್ಞೆ ಜಾರಿ	[40, 1087, 467, 1109]
header-right-line: ರಾಯಚೂರು | ಜಾಹೀರಾತಿಗಾಗಿ ಸಂಪರ್ಕಿಸಿ - 7829196693	[1090, 98, 1360, 113]
article-karunya	[1022, 640, 1344, 1098]
box-title-deaths: 2400 ಹೋರಾಟಗಾರರು ಸಾವು	[526, 602, 836, 634]
masthead-right: ವಾಣಿ	[696, 86, 751, 124]
ad-body: Invites Tender-based quotations for Supply of Computers & Office Electronic Equipment.	[1197, 1889, 1313, 1938]
ad-docs: Docs : www.ngef.in	[1197, 1962, 1289, 1974]
byline-prohibition: ಸಂಜೆವಾಣಿ ವಾರ್ತೆ	[40, 1118, 110, 1132]
globe-icon	[655, 96, 685, 120]
article-let-commander	[522, 1174, 1006, 1570]
header-contact: contact Raichur@sanjevani.com	[1135, 118, 1360, 133]
article-jana-nayagan: ಪ್ರಮಾಣಪತ್ರ ನೀಡುವಂತೆ ಸೆನ್ಸಾರ್ ಮಂಡಳಿಗೆ ನಿರ್ದೇಶಿಸಿದ ಏಕಸದಸ್ಯ ಪೀಠದ ಆದೇಶವನ್ನು ಮದ್ರಾಸ್ ಹೈಕೋರ್ಟ್ ತಡೆಹಿಡಿದ ಬಳಿಕ ಪೊಂಗಲ್ ರಜಾದಿನಗಳ ನಂತರ ಪ್ರಕರಣವನ್ನು ಜನವರಿ 21 ಕ್ಕೆ ಮುಂದೂಡಿದೆ. ಈಗ ಸುಪ್ರೀಂಕೋರ್ಟ್ ಜನವರಿ 20ರೊಳಗೆ ಪ್ರಕರಣ ಇತ್ಯರ್ಥ ಪಡಿಸುವಂತೆ ಸೂಚಿಸಿರುವುದರಿಂದ ಹೈಕೋರ್ಟ್ ವಿಚಾರಣೆಯನ್ನು ಜ. 20ರೊಳಗೆ ನಡೆಸುವ ಸಾಧ್ಯತೆಯಿದೆ.	[40, 206, 502, 250]
person-figure-1	[1126, 196, 1160, 306]
masthead-left: ಸಂಜೆ	[590, 86, 644, 124]
